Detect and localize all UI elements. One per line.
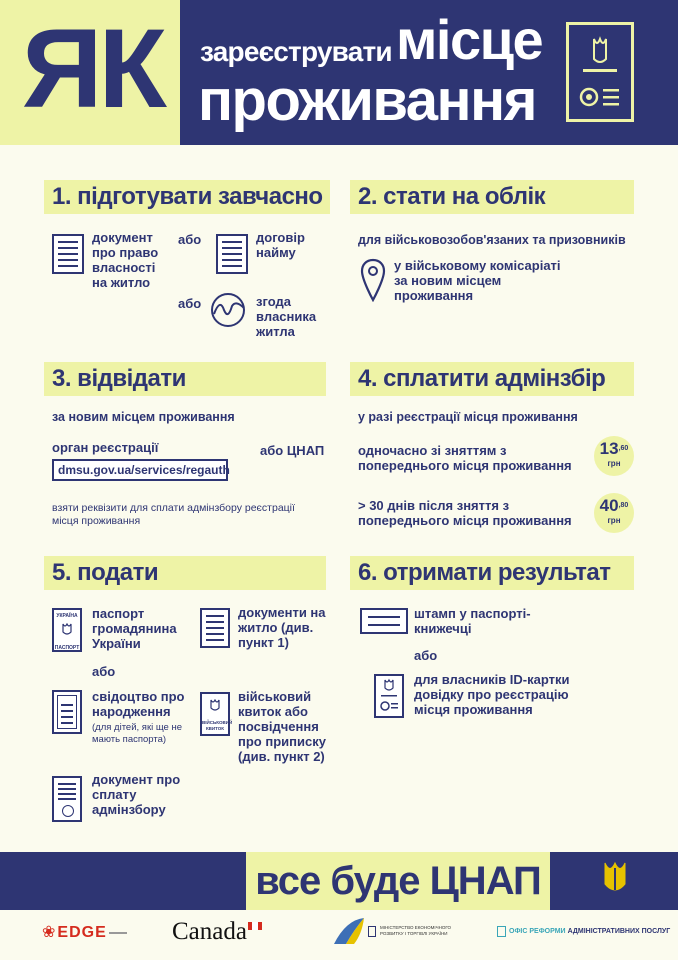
passport-cover-bottom: ПАСПОРТ xyxy=(54,645,80,651)
military-commissariat-text: у військовому комісаріаті за новим місцем проживання xyxy=(394,258,561,303)
contract-icon xyxy=(216,234,248,274)
owner-consent-text: згода власника житла xyxy=(256,294,317,339)
section-2-title: 2. стати на облік xyxy=(350,180,634,214)
section-3-subtitle: за новим місцем проживання xyxy=(52,410,235,424)
payment-details-note: взяти реквізити для сплати адмінзбору реєстрації місця проживання xyxy=(52,502,295,527)
logo-ministry xyxy=(332,916,452,946)
passport-cover-top: УКРАЇНА xyxy=(56,613,78,619)
fee-2-main: 40 xyxy=(599,495,619,515)
header-line1-small: зареєструвати xyxy=(200,36,392,67)
fee-1-currency: грн xyxy=(607,458,621,468)
section-1-title: 1. підготувати завчасно xyxy=(44,180,330,214)
section-5-title: 5. подати xyxy=(44,556,326,590)
fee-1-main: 13 xyxy=(599,438,619,458)
canada-flag-icon xyxy=(248,922,262,930)
birth-certificate-icon xyxy=(52,690,82,734)
ministry-emblem-icon xyxy=(332,916,366,946)
office-reform-icon xyxy=(497,926,506,937)
id-certificate-icon xyxy=(374,674,404,718)
fee-row-1-text: одночасно зі зняттям з попереднього місця проживання xyxy=(358,443,572,473)
fee-receipt-text: документ про сплату адмінзбору xyxy=(92,772,181,817)
section-6-title: 6. отримати результат xyxy=(350,556,634,590)
trident-icon xyxy=(600,860,630,900)
fee-receipt-icon xyxy=(52,776,82,822)
document-icon xyxy=(52,234,84,274)
stamp-icon xyxy=(360,608,408,634)
or-label-1: або xyxy=(178,232,202,247)
fee-1-dec: ,60 xyxy=(618,444,629,452)
or-label-2: або xyxy=(178,296,202,311)
section-2-subtitle: для військовозобов'язаних та призовників xyxy=(358,233,626,247)
logo-office-text-b: АДМІНІСТРАТИВНИХ ПОСЛУГ xyxy=(567,928,671,935)
logo-office-reform xyxy=(497,926,670,937)
or-label-6: або xyxy=(414,648,438,663)
logo-canada-text: Canada xyxy=(172,918,247,945)
edge-flower-icon: ❀ xyxy=(42,924,56,941)
rent-contract-text: договір найму xyxy=(256,230,305,260)
logo-canada xyxy=(172,918,262,946)
logo-office-text-a: ОФІС РЕФОРМИ xyxy=(509,928,566,935)
footer-slogan-box xyxy=(246,852,550,910)
passport-text: паспорт громадянина України xyxy=(92,606,177,651)
birth-certificate-text: свідоцтво про народження xyxy=(92,689,185,719)
ministry-trident-icon xyxy=(368,926,376,937)
fee-row-2-text: > 30 днів після зняття з попереднього місця проживання xyxy=(358,498,572,528)
section-3-title: 3. відвідати xyxy=(44,362,326,396)
url-text[interactable]: dmsu.gov.ua/services/regauth xyxy=(58,463,230,477)
housing-documents-icon xyxy=(200,608,230,648)
logo-edge-text: EDGE xyxy=(57,924,107,941)
location-pin-icon xyxy=(360,258,386,302)
logo-edge xyxy=(42,924,127,942)
url-box[interactable] xyxy=(52,459,228,481)
ownership-document-text: документ про право власності на житло xyxy=(92,230,159,290)
section-4-subtitle: у разі реєстрації місця проживання xyxy=(358,410,578,424)
footer-slogan: все буде ЦНАП xyxy=(255,858,541,903)
housing-documents-text: документи на житло (див. пункт 1) xyxy=(238,605,326,650)
header-big-title: ЯК xyxy=(22,6,163,131)
signature-icon xyxy=(208,292,248,328)
fee-2-dec: ,80 xyxy=(618,501,629,509)
section-4-title: 4. сплатити адмінзбір xyxy=(350,362,634,396)
header-line1-big: місце xyxy=(396,8,543,71)
fee-1-badge xyxy=(594,436,634,476)
certificate-icon xyxy=(566,22,634,122)
fee-2-currency: грн xyxy=(607,515,621,525)
header-line2: проживання xyxy=(198,68,536,133)
logo-ministry-text: МІНІСТЕРСТВО ЕКОНОМІЧНОГО РОЗВИТКУ І ТОРГІВЛІ УКРАЇНИ xyxy=(380,925,452,936)
registration-authority-text: орган реєстрації xyxy=(52,440,159,455)
or-label-5: або xyxy=(92,664,116,679)
id-card-text: для власників ID-картки довідку про реєстрацію місця проживання xyxy=(414,672,570,717)
military-id-icon xyxy=(200,692,233,736)
fee-2-badge xyxy=(594,493,634,533)
military-id-cover: ВІЙСЬКОВИЙ КВИТОК xyxy=(202,720,233,731)
or-cnap-text: або ЦНАП xyxy=(260,443,325,458)
passport-icon xyxy=(52,608,82,652)
birth-certificate-note: (для дітей, які ще не мають паспорта) xyxy=(92,722,183,745)
stamp-text: штамп у паспорті-книжечці xyxy=(414,606,531,636)
military-id-text: військовий квиток або посвідчення про приписку (див. пункт 2) xyxy=(238,689,326,764)
